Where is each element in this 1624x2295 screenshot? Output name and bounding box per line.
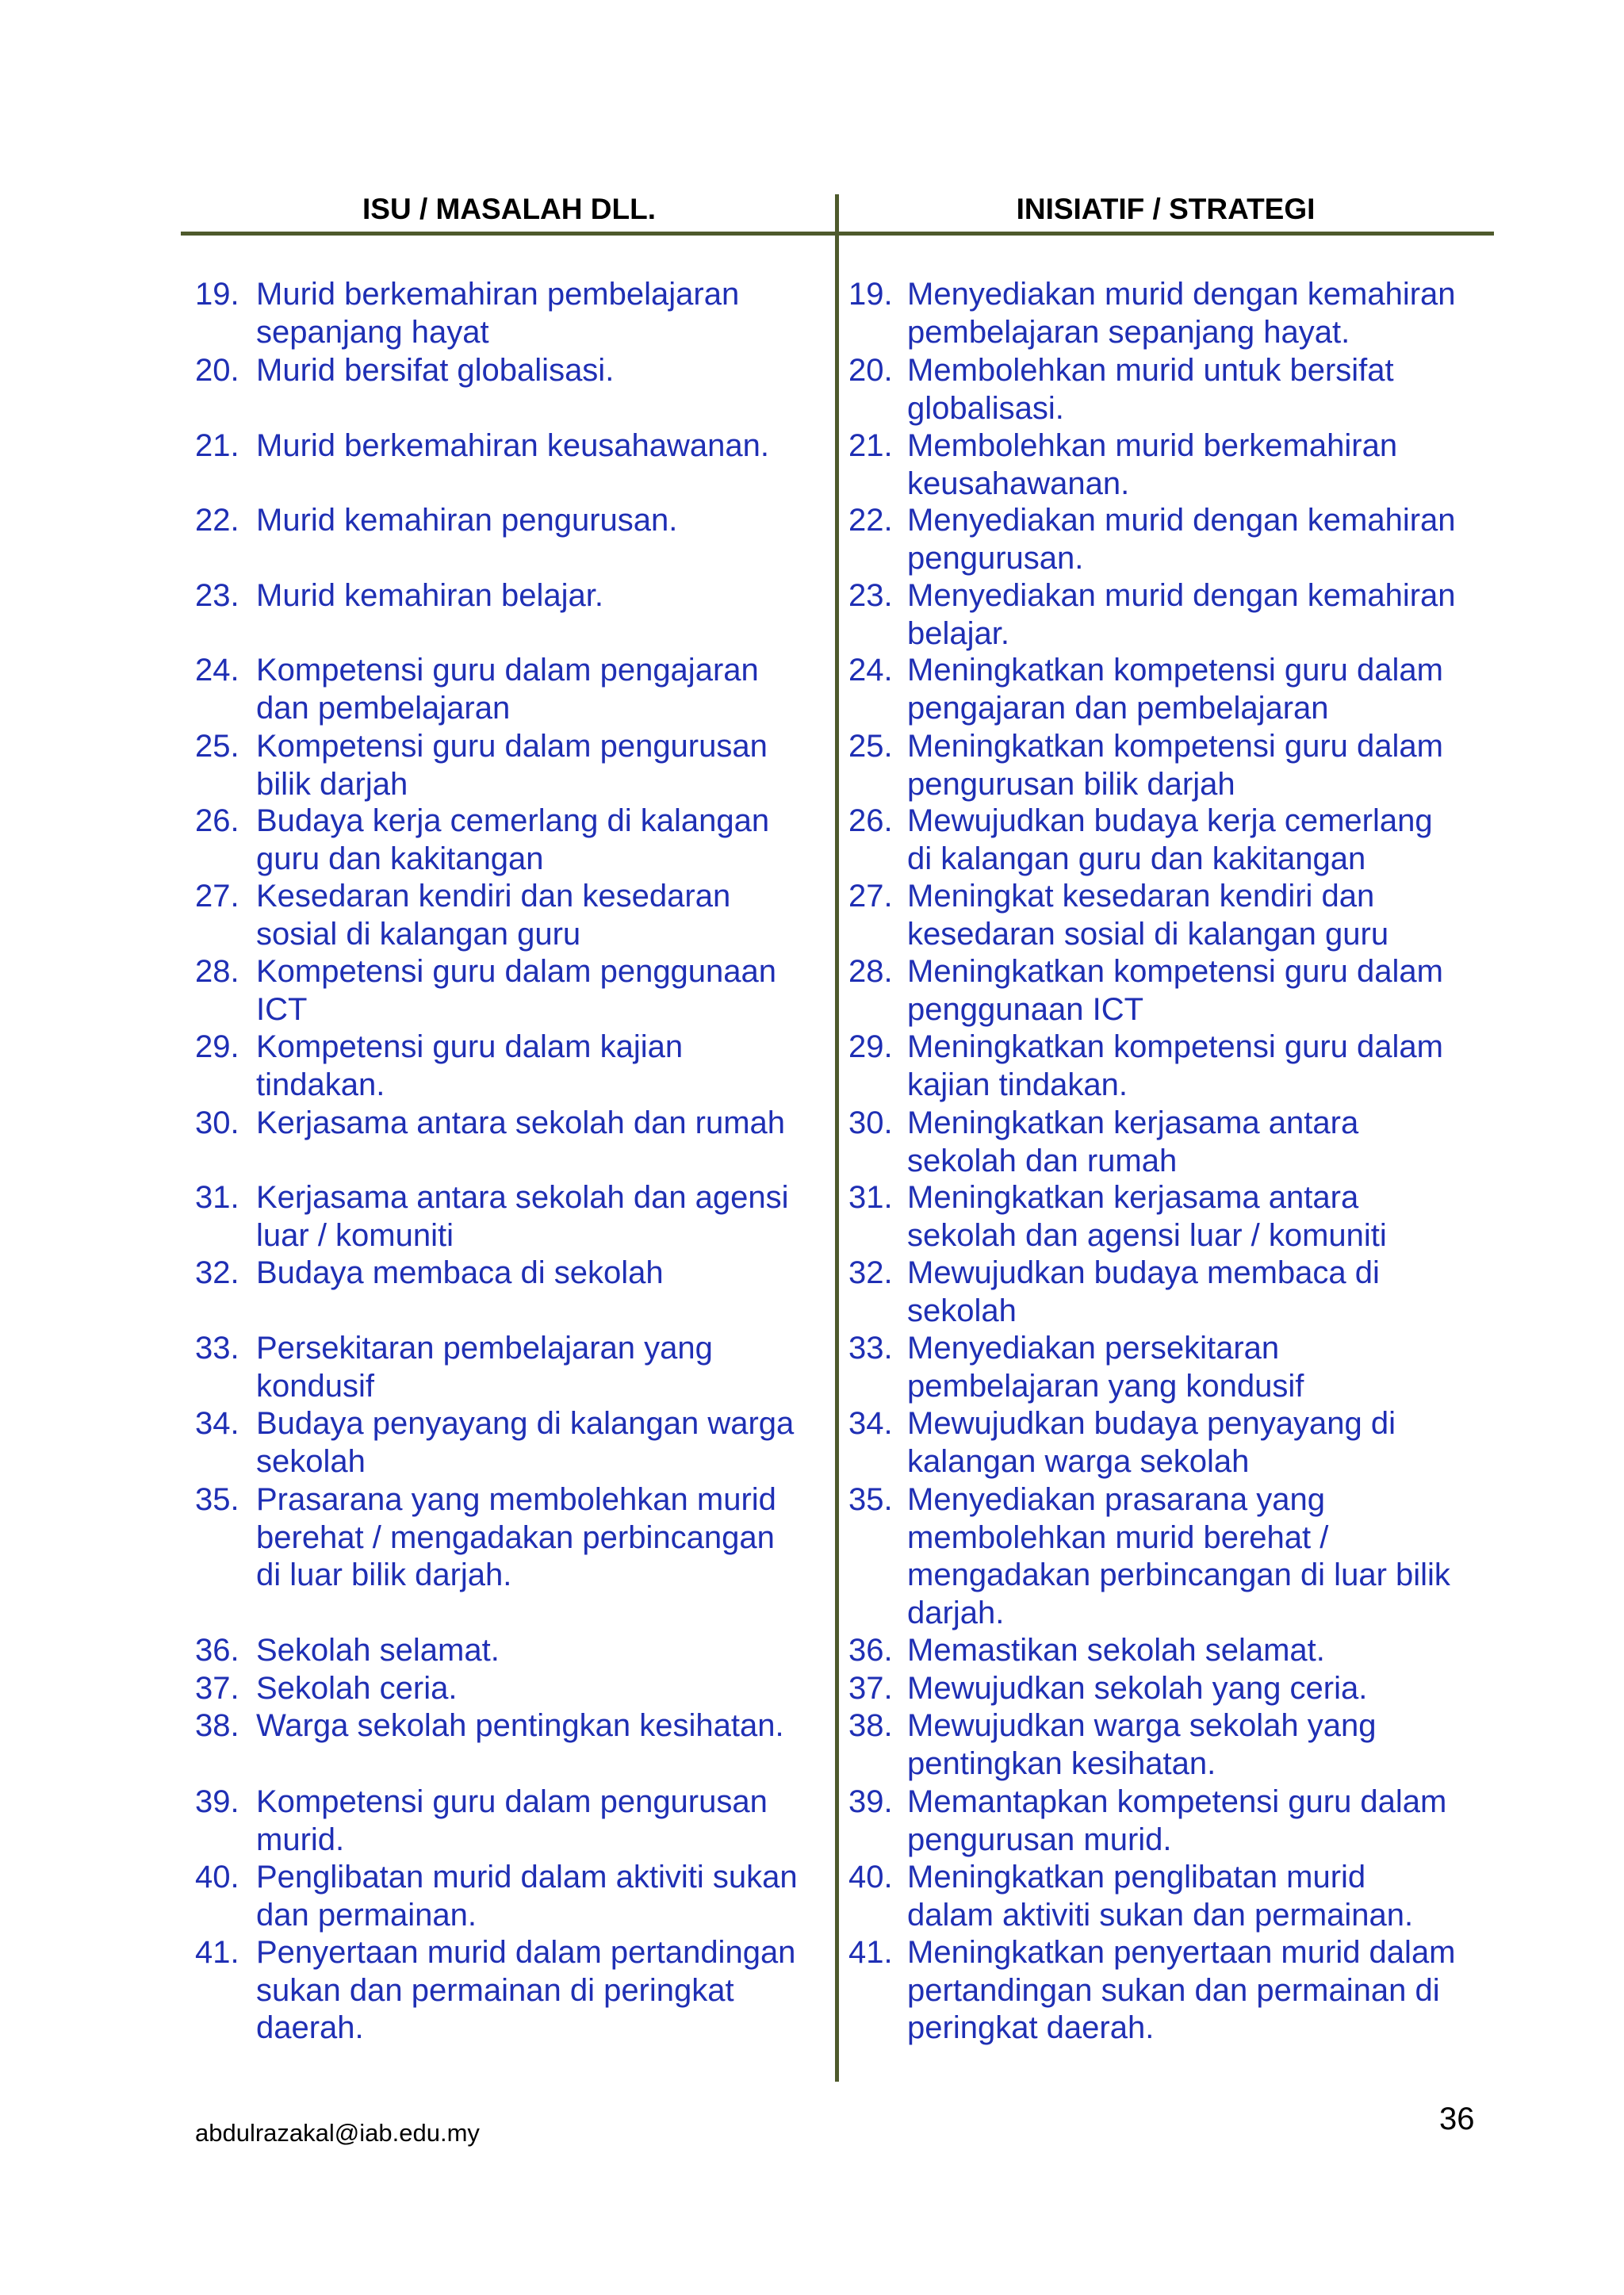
issue-text-line: Murid kemahiran belajar. bbox=[256, 578, 603, 613]
strategy-item-number: 28. bbox=[848, 954, 893, 989]
issue-text-line: Kompetensi guru dalam pengurusan bbox=[256, 1784, 768, 1819]
strategy-text-line: sekolah dan rumah bbox=[907, 1143, 1178, 1178]
strategy-item-number: 20. bbox=[848, 353, 893, 388]
issue-item-number: 32. bbox=[195, 1255, 239, 1290]
issue-text-line: Prasarana yang membolehkan murid bbox=[256, 1482, 776, 1517]
strategy-text-line: kalangan warga sekolah bbox=[907, 1443, 1250, 1479]
issue-text-line: sekolah bbox=[256, 1443, 366, 1479]
strategy-item-number: 37. bbox=[848, 1671, 893, 1706]
strategy-text-line: pengurusan bilik darjah bbox=[907, 766, 1235, 802]
strategy-item-text bbox=[907, 1405, 1396, 1481]
issue-item-text bbox=[256, 1179, 789, 1255]
issue-column-header: ISU / MASALAH DLL. bbox=[362, 193, 656, 225]
issue-item-number: 30. bbox=[195, 1105, 239, 1140]
strategy-item-text bbox=[907, 1105, 1358, 1180]
issue-item-number: 21. bbox=[195, 428, 239, 463]
strategy-text-line: di kalangan guru dan kakitangan bbox=[907, 841, 1366, 876]
issue-item-text bbox=[256, 652, 759, 727]
issue-item-text bbox=[256, 1859, 798, 1934]
strategy-item-number: 36. bbox=[848, 1633, 893, 1668]
strategy-text-line: globalisasi. bbox=[907, 390, 1064, 426]
strategy-item-number: 21. bbox=[848, 428, 893, 463]
issue-text-line: dan permainan. bbox=[256, 1897, 477, 1933]
strategy-text-line: pengajaran dan pembelajaran bbox=[907, 690, 1329, 726]
strategy-text-line: Membolehkan murid berkemahiran bbox=[907, 428, 1398, 463]
strategy-item-number: 27. bbox=[848, 879, 893, 914]
issue-text-line: ICT bbox=[256, 991, 308, 1027]
strategy-text-line: keusahawanan. bbox=[907, 466, 1130, 501]
issue-item-number: 19. bbox=[195, 277, 239, 312]
strategy-item-number: 24. bbox=[848, 653, 893, 688]
strategy-text-line: Memastikan sekolah selamat. bbox=[907, 1633, 1325, 1668]
issue-item-text bbox=[256, 1784, 768, 1859]
issue-item-number: 24. bbox=[195, 653, 239, 688]
issue-text-line: sepanjang hayat bbox=[256, 314, 489, 350]
strategy-item-number: 34. bbox=[848, 1406, 893, 1441]
issue-text-line: Kompetensi guru dalam pengajaran bbox=[256, 653, 759, 688]
strategy-item-number: 33. bbox=[848, 1331, 893, 1366]
strategy-item-number: 35. bbox=[848, 1482, 893, 1517]
issue-item-number: 39. bbox=[195, 1784, 239, 1819]
issue-item-text bbox=[256, 953, 776, 1029]
issue-item-text bbox=[256, 1255, 664, 1293]
issue-text-line: Sekolah selamat. bbox=[256, 1633, 500, 1668]
issue-text-line: Penyertaan murid dalam pertandingan bbox=[256, 1935, 796, 1970]
issue-item-text bbox=[256, 1707, 784, 1745]
strategy-item-text bbox=[907, 1632, 1325, 1670]
column-divider bbox=[835, 194, 839, 2082]
strategy-item-number: 40. bbox=[848, 1860, 893, 1895]
strategy-item-number: 23. bbox=[848, 578, 893, 613]
strategy-text-line: Meningkatkan kerjasama antara bbox=[907, 1180, 1359, 1215]
strategy-text-line: Mewujudkan budaya kerja cemerlang bbox=[907, 803, 1433, 838]
issue-item-number: 38. bbox=[195, 1708, 239, 1743]
issue-item-number: 35. bbox=[195, 1482, 239, 1517]
strategy-text-line: Menyediakan murid dengan kemahiran bbox=[907, 277, 1456, 312]
strategy-text-line: mengadakan perbincangan di luar bilik bbox=[907, 1557, 1450, 1592]
issue-text-line: Kompetensi guru dalam penggunaan bbox=[256, 954, 777, 989]
issue-item-text bbox=[256, 352, 614, 390]
strategy-text-line: kajian tindakan. bbox=[907, 1067, 1128, 1102]
issue-item-number: 25. bbox=[195, 729, 239, 764]
strategy-item-text bbox=[907, 502, 1456, 577]
strategy-item-text bbox=[907, 1255, 1380, 1330]
strategy-text-line: kesedaran sosial di kalangan guru bbox=[907, 916, 1389, 952]
strategy-item-text bbox=[907, 1330, 1304, 1405]
issue-item-text bbox=[256, 878, 730, 953]
issue-text-line: Murid kemahiran pengurusan. bbox=[256, 503, 678, 538]
issue-text-line: luar / komuniti bbox=[256, 1217, 454, 1253]
issue-item-number: 34. bbox=[195, 1406, 239, 1441]
strategy-text-line: Meningkatkan kompetensi guru dalam bbox=[907, 1029, 1443, 1064]
strategy-item-number: 38. bbox=[848, 1708, 893, 1743]
issue-text-line: Murid bersifat globalisasi. bbox=[256, 353, 615, 388]
strategy-item-number: 30. bbox=[848, 1105, 893, 1140]
issue-text-line: dan pembelajaran bbox=[256, 690, 511, 726]
strategy-text-line: Mewujudkan budaya membaca di bbox=[907, 1255, 1380, 1290]
issue-item-text bbox=[256, 803, 769, 878]
issue-item-text bbox=[256, 1481, 776, 1595]
strategy-item-text bbox=[907, 1784, 1446, 1859]
issue-text-line: Murid berkemahiran keusahawanan. bbox=[256, 428, 770, 463]
issue-item-number: 29. bbox=[195, 1029, 239, 1064]
strategy-text-line: pentingkan kesihatan. bbox=[907, 1745, 1216, 1781]
strategy-item-text bbox=[907, 1670, 1367, 1708]
issue-text-line: bilik darjah bbox=[256, 766, 408, 802]
strategy-item-text bbox=[907, 577, 1456, 653]
strategy-text-line: pembelajaran yang kondusif bbox=[907, 1368, 1304, 1404]
issue-text-line: Murid berkemahiran pembelajaran bbox=[256, 277, 740, 312]
issue-text-line: Sekolah ceria. bbox=[256, 1671, 458, 1706]
strategy-item-number: 22. bbox=[848, 503, 893, 538]
issue-text-line: sosial di kalangan guru bbox=[256, 916, 581, 952]
issue-text-line: Warga sekolah pentingkan kesihatan. bbox=[256, 1708, 784, 1743]
footer-email: abdulrazakal@iab.edu.my bbox=[195, 2119, 480, 2147]
strategy-item-text bbox=[907, 803, 1433, 878]
strategy-text-line: sekolah dan agensi luar / komuniti bbox=[907, 1217, 1387, 1253]
strategy-text-line: Menyediakan prasarana yang bbox=[907, 1482, 1326, 1517]
issue-item-number: 31. bbox=[195, 1180, 239, 1215]
issue-item-number: 22. bbox=[195, 503, 239, 538]
strategy-text-line: Meningkatkan kompetensi guru dalam bbox=[907, 954, 1443, 989]
issue-text-line: kondusif bbox=[256, 1368, 374, 1404]
strategy-text-line: pengurusan. bbox=[907, 540, 1084, 576]
strategy-text-line: membolehkan murid berehat / bbox=[907, 1519, 1329, 1555]
strategy-text-line: Mewujudkan sekolah yang ceria. bbox=[907, 1671, 1368, 1706]
strategy-item-number: 41. bbox=[848, 1935, 893, 1970]
issue-item-number: 28. bbox=[195, 954, 239, 989]
strategy-text-line: Meningkatkan kompetensi guru dalam bbox=[907, 729, 1443, 764]
issue-text-line: Penglibatan murid dalam aktiviti sukan bbox=[256, 1860, 798, 1895]
issue-text-line: Budaya membaca di sekolah bbox=[256, 1255, 664, 1290]
issue-item-number: 36. bbox=[195, 1633, 239, 1668]
strategy-text-line: Meningkat kesedaran kendiri dan bbox=[907, 879, 1375, 914]
strategy-item-number: 26. bbox=[848, 803, 893, 838]
strategy-text-line: pengurusan murid. bbox=[907, 1822, 1172, 1857]
strategy-item-text bbox=[907, 878, 1388, 953]
strategy-item-number: 19. bbox=[848, 277, 893, 312]
issue-text-line: guru dan kakitangan bbox=[256, 841, 544, 876]
issue-text-line: daerah. bbox=[256, 2010, 364, 2045]
strategy-item-text bbox=[907, 1934, 1456, 2048]
issue-text-line: Persekitaran pembelajaran yang bbox=[256, 1331, 713, 1366]
strategy-item-text bbox=[907, 427, 1397, 503]
strategy-text-line: belajar. bbox=[907, 615, 1009, 651]
issue-item-text bbox=[256, 1330, 713, 1405]
issue-text-line: tindakan. bbox=[256, 1067, 385, 1102]
issue-item-number: 41. bbox=[195, 1935, 239, 1970]
issue-item-number: 20. bbox=[195, 353, 239, 388]
strategy-text-line: pembelajaran sepanjang hayat. bbox=[907, 314, 1350, 350]
strategy-text-line: pertandingan sukan dan permainan di bbox=[907, 1972, 1440, 2008]
issue-item-number: 37. bbox=[195, 1671, 239, 1706]
strategy-text-line: Memantapkan kompetensi guru dalam bbox=[907, 1784, 1447, 1819]
issue-item-number: 26. bbox=[195, 803, 239, 838]
issue-text-line: Budaya penyayang di kalangan warga bbox=[256, 1406, 795, 1441]
strategy-text-line: Meningkatkan penyertaan murid dalam bbox=[907, 1935, 1456, 1970]
strategy-text-line: Membolehkan murid untuk bersifat bbox=[907, 353, 1394, 388]
strategy-text-line: Menyediakan murid dengan kemahiran bbox=[907, 503, 1456, 538]
strategy-text-line: Meningkatkan penglibatan murid bbox=[907, 1860, 1366, 1895]
issue-item-number: 40. bbox=[195, 1860, 239, 1895]
issue-text-line: Kompetensi guru dalam kajian bbox=[256, 1029, 684, 1064]
issue-item-text bbox=[256, 427, 769, 466]
strategy-item-text bbox=[907, 1179, 1387, 1255]
strategy-text-line: penggunaan ICT bbox=[907, 991, 1144, 1027]
strategy-item-number: 29. bbox=[848, 1029, 893, 1064]
issue-item-number: 33. bbox=[195, 1331, 239, 1366]
issue-item-text bbox=[256, 1632, 500, 1670]
issue-item-text bbox=[256, 728, 768, 803]
issue-item-text bbox=[256, 1405, 794, 1481]
strategy-item-text bbox=[907, 352, 1394, 427]
issue-item-text bbox=[256, 502, 677, 540]
strategy-text-line: peringkat daerah. bbox=[907, 2010, 1155, 2045]
issue-text-line: di luar bilik darjah. bbox=[256, 1557, 512, 1592]
strategy-item-text bbox=[907, 652, 1443, 727]
strategy-item-text bbox=[907, 1859, 1413, 1934]
strategy-text-line: Mewujudkan budaya penyayang di bbox=[907, 1406, 1396, 1441]
issue-item-number: 27. bbox=[195, 879, 239, 914]
strategy-item-text bbox=[907, 953, 1443, 1029]
strategy-item-text bbox=[907, 1707, 1376, 1783]
strategy-item-text bbox=[907, 1029, 1443, 1104]
issue-text-line: Kerjasama antara sekolah dan agensi bbox=[256, 1180, 789, 1215]
strategy-text-line: Meningkatkan kompetensi guru dalam bbox=[907, 653, 1443, 688]
strategy-item-number: 39. bbox=[848, 1784, 893, 1819]
issue-item-text bbox=[256, 577, 603, 615]
strategy-item-text bbox=[907, 728, 1443, 803]
issue-item-text bbox=[256, 1670, 457, 1708]
strategy-item-number: 31. bbox=[848, 1180, 893, 1215]
strategy-text-line: Mewujudkan warga sekolah yang bbox=[907, 1708, 1377, 1743]
strategy-text-line: Meningkatkan kerjasama antara bbox=[907, 1105, 1359, 1140]
issue-item-text bbox=[256, 1105, 785, 1143]
strategy-text-line: darjah. bbox=[907, 1595, 1005, 1630]
issue-text-line: Kerjasama antara sekolah dan rumah bbox=[256, 1105, 786, 1140]
strategy-text-line: dalam aktiviti sukan dan permainan. bbox=[907, 1897, 1414, 1933]
issue-item-text bbox=[256, 1934, 795, 2048]
strategy-text-line: Menyediakan persekitaran bbox=[907, 1331, 1280, 1366]
table-header bbox=[0, 193, 1624, 232]
strategy-text-line: Menyediakan murid dengan kemahiran bbox=[907, 578, 1456, 613]
strategy-column-header: INISIATIF / STRATEGI bbox=[1016, 193, 1316, 225]
issue-text-line: murid. bbox=[256, 1822, 345, 1857]
issue-text-line: Kompetensi guru dalam pengurusan bbox=[256, 729, 768, 764]
issue-item-text bbox=[256, 276, 739, 351]
issue-text-line: Kesedaran kendiri dan kesedaran bbox=[256, 879, 731, 914]
issue-text-line: Budaya kerja cemerlang di kalangan bbox=[256, 803, 770, 838]
strategy-text-line: sekolah bbox=[907, 1293, 1017, 1328]
strategy-item-number: 25. bbox=[848, 729, 893, 764]
issue-item-text bbox=[256, 1029, 683, 1104]
issue-text-line: berehat / mengadakan perbincangan bbox=[256, 1519, 775, 1555]
strategy-item-text bbox=[907, 1481, 1450, 1632]
strategy-item-number: 32. bbox=[848, 1255, 893, 1290]
issue-item-number: 23. bbox=[195, 578, 239, 613]
page-number: 36 bbox=[1439, 2102, 1475, 2136]
issue-text-line: sukan dan permainan di peringkat bbox=[256, 1972, 734, 2008]
strategy-item-text bbox=[907, 276, 1456, 351]
